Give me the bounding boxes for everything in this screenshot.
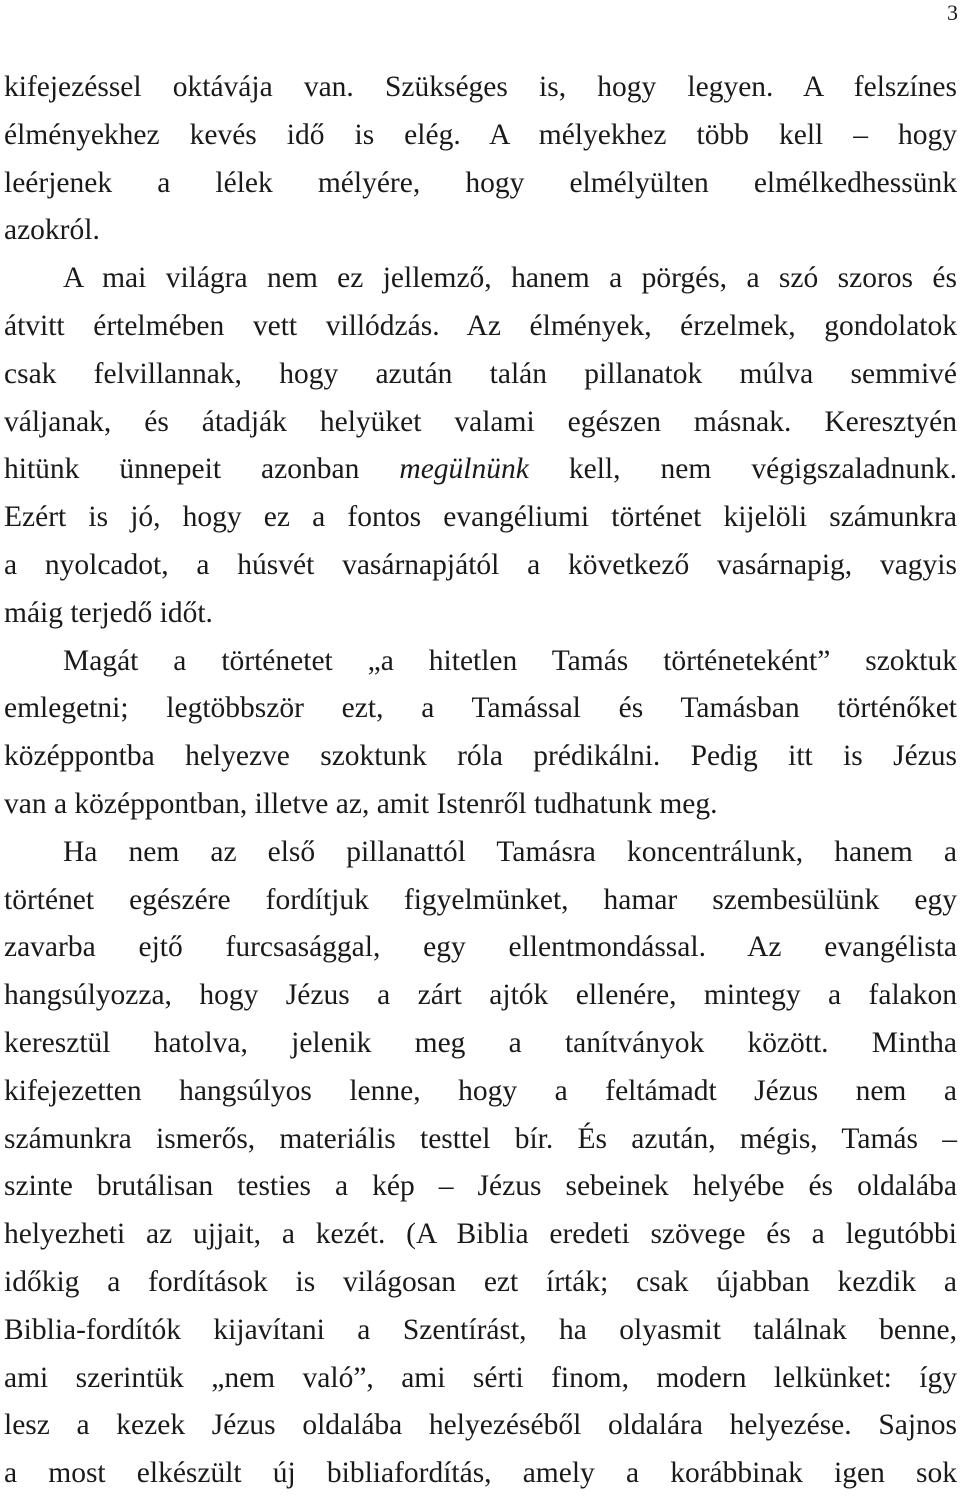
text-line: váljanak, és átadják helyüket valami egészen másnak. Keresztyén bbox=[4, 405, 957, 438]
text-line: élményekhez kevés idő is elég. A mélyekhez több kell – hogy bbox=[4, 118, 957, 151]
text-line: van a középpontban, illetve az, amit Istenről tudhatunk meg. bbox=[4, 787, 718, 820]
text-line: számunkra ismerős, materiális testtel bír. És azután, mégis, Tamás – bbox=[4, 1122, 957, 1155]
text-line: zavarba ejtő furcsasággal, egy ellentmondással. Az evangélista bbox=[4, 931, 957, 964]
text-line: hangsúlyozza, hogy Jézus a zárt ajtók ellenére, mintegy a falakon bbox=[4, 979, 957, 1012]
text-line: a most elkészült új bibliafordítás, amely a korábbinak igen sok bbox=[4, 1457, 957, 1490]
text-line: kifejezetten hangsúlyos lenne, hogy a feltámadt Jézus nem a bbox=[4, 1074, 957, 1107]
text-line: Ezért is jó, hogy ez a fontos evangéliumi történet kijelöli számunkra bbox=[4, 501, 957, 534]
text-line: csak felvillannak, hogy azután talán pillanatok múlva semmivé bbox=[4, 357, 957, 390]
text-line: időkig a fordítások is világosan ezt írták; csak újabban kezdik a bbox=[4, 1265, 957, 1298]
text-line: leérjenek a lélek mélyére, hogy elmélyülten elmélkedhessünk bbox=[4, 166, 957, 199]
text-line: kifejezéssel oktávája van. Szükséges is, hogy legyen. A felszínes bbox=[4, 71, 957, 103]
text-line: lesz a kezek Jézus oldalába helyezéséből oldalára helyezése. Sajnos bbox=[4, 1409, 957, 1442]
text-line: Biblia-fordítók kijavítani a Szentírást, ha olyasmit találnak benne, bbox=[4, 1313, 957, 1346]
text-line: emlegetni; legtöbbször ezt, a Tamással és Tamásban történőket bbox=[4, 692, 957, 725]
text-line: azokról. bbox=[4, 214, 100, 247]
text-line: a nyolcadot, a húsvét vasárnapjától a következő vasárnapig, vagyis bbox=[4, 548, 957, 581]
page-number: 3 bbox=[947, 0, 958, 25]
text-line: A mai világra nem ez jellemző, hanem a pörgés, a szó szoros és bbox=[63, 262, 957, 295]
text-line: Ha nem az első pillanattól Tamásra koncentrálunk, hanem a bbox=[63, 835, 957, 868]
emphasized-word: megülnünk bbox=[399, 453, 529, 486]
document-body bbox=[4, 64, 957, 1498]
text-line: helyezheti az ujjait, a kezét. (A Biblia eredeti szövege és a legutóbbi bbox=[4, 1218, 957, 1251]
text-line: hitünk ünnepeit azonban megülnünk kell, nem végigszaladnunk. bbox=[4, 453, 957, 486]
text-line: szinte brutálisan testies a kép – Jézus sebeinek helyébe és oldalába bbox=[4, 1170, 957, 1203]
text-line: átvitt értelmében vett villódzás. Az élmények, érzelmek, gondolatok bbox=[4, 309, 957, 342]
text-line: máig terjedő időt. bbox=[4, 596, 213, 629]
text-line: középpontba helyezve szoktunk róla prédikálni. Pedig itt is Jézus bbox=[4, 740, 957, 773]
body-text bbox=[4, 64, 957, 1498]
text-line: történet egészére fordítjuk figyelmünket, hamar szembesülünk egy bbox=[4, 883, 957, 916]
text-line: ami szerintük „nem való”, ami sérti finom, modern lelkünket: így bbox=[4, 1361, 957, 1394]
text-line: keresztül hatolva, jelenik meg a tanítványok között. Mintha bbox=[4, 1026, 957, 1059]
text-line: Magát a történetet „a hitetlen Tamás történeteként” szoktuk bbox=[63, 644, 957, 677]
